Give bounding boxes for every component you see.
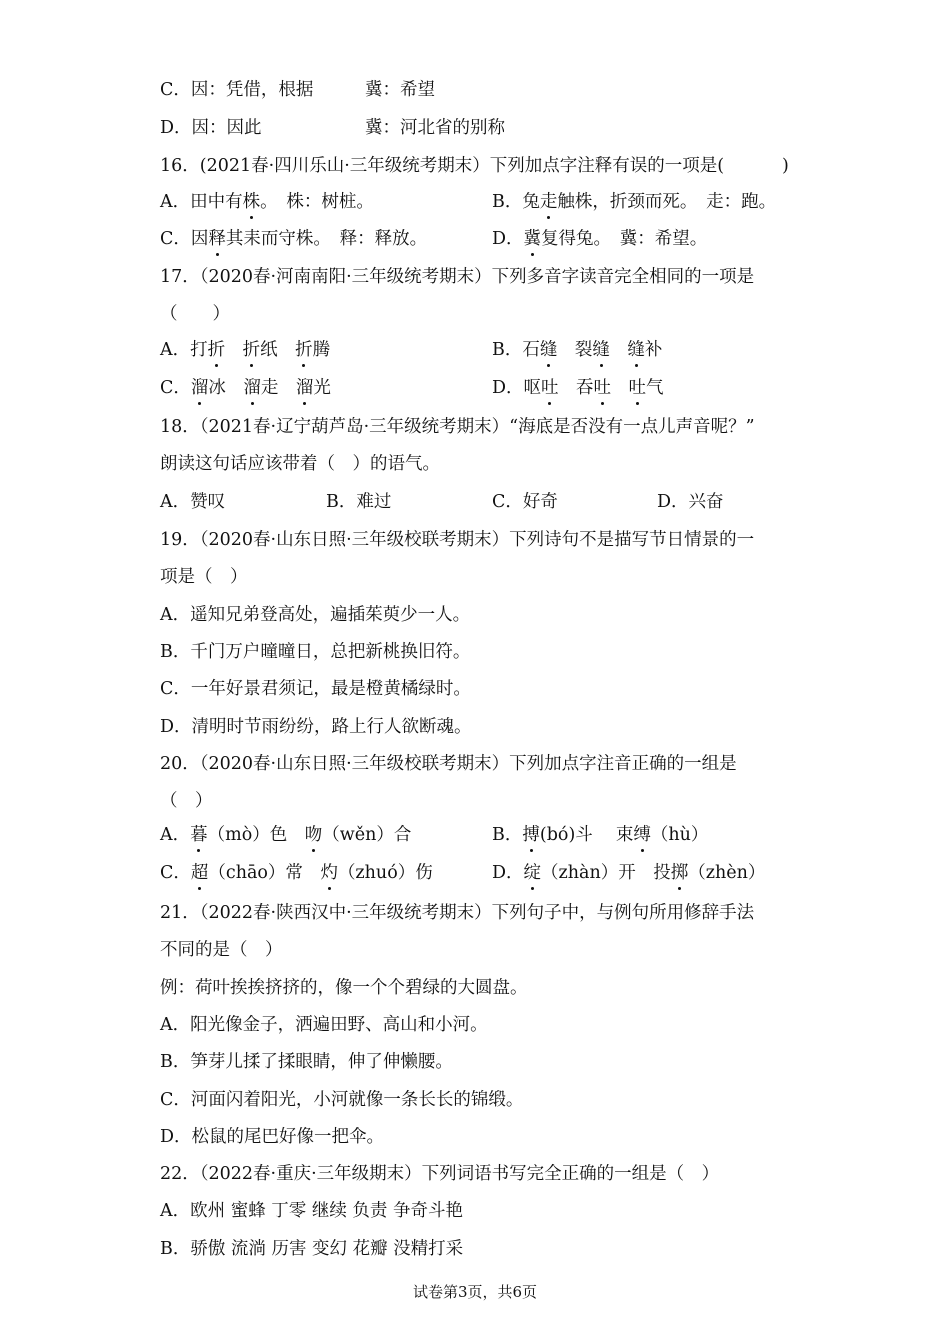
question-19-cont: 项是（ ） — [160, 567, 248, 587]
option-b: B．兔走触株，折颈而死。 走：跑。 — [492, 192, 777, 212]
option-d: D．冀复得兔。 冀：希望。 — [492, 229, 708, 249]
question-18: 18．（2021春·辽宁葫芦岛·三年级统考期末）“海底是否没有一点儿声音呢？” — [160, 417, 755, 437]
option-c: C．溜冰 溜走 溜光 — [160, 378, 331, 398]
question-18-cont: 朗读这句话应该带着（ ）的语气。 — [160, 454, 440, 474]
option-a: A．欧州 蜜蜂 丁零 继续 负责 争奇斗艳 — [160, 1201, 463, 1221]
question-19: 19．（2020春·山东日照·三年级校联考期末）下列诗句不是描写节日情景的一 — [160, 530, 755, 550]
option-d: D．绽（zhàn）开 投掷（zhèn） — [492, 863, 766, 883]
option-a: A．田中有株。 株：树桩。 — [160, 192, 374, 212]
option-b: B．千门万户曈曈日，总把新桃换旧符。 — [160, 642, 471, 662]
question-22: 22．（2022春·重庆·三年级期末）下列词语书写完全正确的一组是（ ） — [160, 1164, 720, 1184]
option-b: B．搏(bó)斗 束缚（hù） — [492, 825, 709, 845]
option-c: C．一年好景君须记，最是橙黄橘绿时。 — [160, 679, 471, 699]
question-17-paren: （ ） — [160, 304, 230, 324]
option-c: C．河面闪着阳光，小河就像一条长长的锦缎。 — [160, 1090, 524, 1110]
question-20-paren: （ ） — [160, 791, 213, 811]
question-21-cont: 不同的是（ ） — [160, 940, 283, 960]
question-17: 17．（2020春·河南南阳·三年级统考期末）下列多音字读音完全相同的一项是 — [160, 267, 755, 287]
option-d: D．呕吐 吞吐 吐气 — [492, 378, 664, 398]
option-b: B．石缝 裂缝 缝补 — [492, 340, 663, 360]
question-21: 21．（2022春·陕西汉中·三年级统考期末）下列句子中，与例句所用修辞手法 — [160, 903, 755, 923]
option-b: B．骄傲 流淌 历害 变幻 花瓣 没精打采 — [160, 1239, 464, 1259]
option-b: B．笋芽儿揉了揉眼睛，伸了伸懒腰。 — [160, 1052, 453, 1072]
option-a: A．阳光像金子，洒遍田野、高山和小河。 — [160, 1015, 488, 1035]
question-16: 16．(2021春·四川乐山·三年级统考期末）下列加点字注释有误的一项是( ) — [160, 156, 789, 176]
example-sentence: 例：荷叶挨挨挤挤的，像一个个碧绿的大圆盘。 — [160, 978, 528, 998]
option-c: C．超（chāo）常 灼（zhuó）伤 — [160, 863, 433, 883]
question-20: 20．（2020春·山东日照·三年级校联考期末）下列加点字注音正确的一组是 — [160, 754, 737, 774]
option-d: D．清明时节雨纷纷，路上行人欲断魂。 — [160, 717, 472, 737]
option-a: A．遥知兄弟登高处，遍插茱萸少一人。 — [160, 605, 471, 625]
option-a: A．打折 折纸 折腾 — [160, 340, 331, 360]
option-a: A．暮（mò）色 吻（wěn）合 — [160, 825, 412, 845]
option-c: C．因释其耒而守株。 释：释放。 — [160, 229, 428, 249]
option-d: D．松鼠的尾巴好像一把伞。 — [160, 1127, 385, 1147]
page-footer: 试卷第3页，共6页 — [412, 1283, 538, 1301]
